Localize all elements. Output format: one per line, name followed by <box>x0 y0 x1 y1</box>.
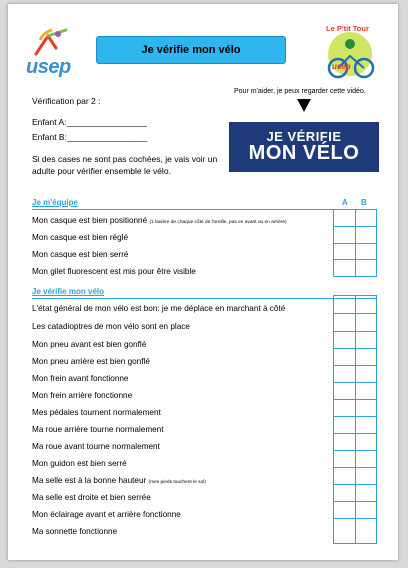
list-item: L'état général de mon vélo est bon: je me déplace en marchant à côté <box>32 304 286 313</box>
checkbox-grid-equipe[interactable] <box>333 209 377 277</box>
worksheet-page <box>8 4 398 560</box>
list-item: Mon frein avant fonctionne <box>32 374 129 383</box>
list-item: Mon frein arrière fonctionne <box>32 391 133 400</box>
list-item: Mon casque est bien positionné (1 lanière de chaque côté de l'oreille, pas en avant ou en arrière) <box>32 216 287 225</box>
list-item: Mon éclairage avant et arrière fonctionne <box>32 510 181 519</box>
section-title-equipe: Je m'équipe <box>32 198 78 207</box>
instruction-note: Si des cases ne sont pas cochées, je vais voir un adulte pour vérifier ensemble le vélo. <box>32 154 218 176</box>
video-banner[interactable] <box>229 122 379 172</box>
enfant-b-field[interactable]: Enfant B:_________________ <box>32 132 148 142</box>
list-item: Ma roue avant tourne normalement <box>32 442 160 451</box>
usep-logo <box>22 26 92 82</box>
section-title-velo: Je vérifie mon vélo <box>32 287 105 296</box>
list-item: Mon casque est bien serré <box>32 250 129 259</box>
enfant-a-field[interactable]: Enfant A:_________________ <box>32 117 147 127</box>
ptit-tour-logo <box>320 22 380 86</box>
checkbox-grid-velo[interactable] <box>333 295 377 544</box>
arrow-down-icon <box>297 99 311 113</box>
list-item: Ma selle est à la bonne hauteur (mes pieds touchent le sol) <box>32 476 206 485</box>
page-title: Je vérifie mon vélo <box>96 36 286 64</box>
list-item: Mon pneu arrière est bien gonflé <box>32 357 150 366</box>
video-help-text: Pour m'aider, je peux regarder cette vidéo. <box>234 88 366 95</box>
list-item: Mon pneu avant est bien gonflé <box>32 340 147 349</box>
list-item: Mon casque est bien réglé <box>32 233 129 242</box>
verification-label: Vérification par 2 : <box>32 96 101 106</box>
column-a-header: A <box>342 198 348 207</box>
ptit-tour-logo-usep: usep <box>332 62 351 71</box>
video-banner-line1: JE VÉRIFIE <box>266 129 342 144</box>
list-item: Mon guidon est bien serré <box>32 459 127 468</box>
section-divider <box>32 209 377 210</box>
column-b-header: B <box>361 198 367 207</box>
list-item: Ma sonnette fonctionne <box>32 527 118 536</box>
usep-figure-icon <box>22 26 82 60</box>
list-item: Ma roue arrière tourne normalement <box>32 425 164 434</box>
list-item: Mon gilet fluorescent est mis pour être visible <box>32 267 196 276</box>
list-item: Mes pédales tournent normalement <box>32 408 161 417</box>
list-item: Ma selle est droite et bien serrée <box>32 493 151 502</box>
list-item: Les catadioptres de mon vélo sont en place <box>32 322 190 331</box>
ptit-tour-logo-text: Le P'tit Tour <box>326 24 369 33</box>
section-divider <box>32 298 377 299</box>
video-banner-line2: MON VÉLO <box>248 142 360 164</box>
usep-logo-text: usep <box>26 56 71 78</box>
